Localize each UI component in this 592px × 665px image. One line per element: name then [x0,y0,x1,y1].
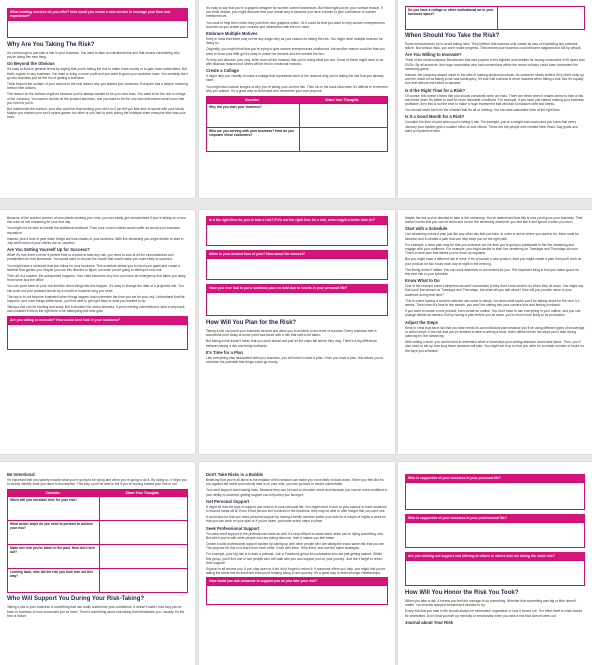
paragraph: Because of the sudden number of new clients seeking your help, you can easily get overwhelmed if you're taking on a new risk such as live streaming for your first day. [7,216,186,225]
paragraph: Think beyond the surface of your actions to the real reason why you started your business. Everyone has a deeper meaning behind their actions. [7,82,188,91]
table-answer-cell[interactable] [100,521,187,544]
paragraph: Think of the rental company Blockbuster that was popular in the eighties and nineties for buying consumers VHS tapes and DVDs. By all accounts, this huge corporation who had connections within the movie industry could have dominated the streaming game. [405,58,585,71]
section-heading: How Will You Honor the Risk You Took? [405,590,519,596]
page-9 [398,462,592,665]
table-answer-cell[interactable] [100,497,187,520]
page-5 [199,210,395,454]
answer-box[interactable] [405,482,585,510]
table-row [406,7,584,29]
subheading: Are You Willing to Innovate? [405,52,462,58]
consider-table [405,6,585,30]
question-bar: Have you ever had to put a business plan on hold due to events in your personal life? [206,284,388,292]
section-heading: When Should You Take the Risk? [405,33,500,39]
paragraph: Of course, this doesn't mean that you should constantly seek out risks. There are times when it makes sense to take a risk and times when it's better to wait for more favorable conditions. For example, if you have just started making your business profitable, then this is not the time to make a huge investment that will lead to massive debt and stress. [405,93,584,107]
subheading: Go Beyond the Obvious [7,61,55,67]
paragraph: The key is to not become frustrated when things happen that undermine the time you set for your risk. Understand that life happens, and once things settle down, you'll be able to get right back to what you wanted to do. [7,294,185,304]
table-answer-cell[interactable] [100,569,187,592]
table-header-consider: Consider [8,490,98,496]
subheading: Is It a Good Month for a Risk? [405,114,465,120]
subheading: Embrace Multiple Motives [206,31,258,37]
paragraph: It's important that you specify exactly what you're going to be doing and when you're going to do it. By doing so, it helps you to clearly identify what you need to accomplish. This way, you'll be able to tell if you're moving toward your risk or not. [7,478,188,487]
paragraph: Instead, pick a time of year when things are less chaotic in your business. With live streaming you might decide to start in July when most of your clients are on vacation. [7,236,184,246]
paragraph: Then all of a sudden, the unexpected happens. Your child becomes very ill or you have an emergency that takes you away from home and the office. [7,274,186,283]
question-bar: Is it the right time for you to take a risk? If it's not the right time for a risk, when might a better time be? [206,216,388,224]
paragraph: It might be that the type of support you need is in your personal life. You might need to turn to your spouse to have someone to bounce ideas off of. Even if that person isn't involved in the business, they may be able to offer insight that you can't see. [206,504,387,514]
paragraph: When you take a risk, it means you feel the courage to do something. Whether that something was big or little doesn't matter. You bravely stepped forward and decided to try. [405,599,577,608]
subheading: Get Personal Support [206,498,250,504]
paragraph: You want to help them when they post their own graphics online. Or it could be that you want to help women entrepreneurs succeed so you create your courses and information with them in mind. [206,20,385,29]
paragraph: It could also be that you need personal support by having a family member watch your kids for a couple of nights a week so that you can work on your plan or if you're alone, put some action steps in place. [206,515,386,524]
table-answer-cell[interactable] [300,104,388,127]
paragraph: Some entrepreneurs try to avoid taking risks. They believe that success only comes by way of expanding any potential failure. But without risks, you won't make progress. That means your business could become stagnant and fail by default. [405,42,582,51]
paragraph: The timing doesn't matter. You can work whenever is convenient for you. The important thing is that you make space for this new risk in your schedule. [405,267,580,277]
subheading: Be Intentional [7,472,35,477]
table-row [207,103,387,127]
paragraph: This is where having a content calendar can come in handy. Jot down what topics you'll be talking about for the next 3-4 weeks. Then when it's time to live stream, you won't be staring into your camera lens and feeling confused. [405,298,580,308]
answer-box[interactable] [405,522,585,548]
consider-table [206,96,388,152]
paragraph: It might help you visually to make a collage that represents each of the reasons why you're taking the risk that you already have. [206,74,384,83]
paragraph: It's easy to think in general terms by saying that you're taking the risk to make more money or to gain more subscribers. But that's a given in any business. You want to bring in more profit and you want to grow your customer base. You certainly don't go into business just for the fun of getting a business. [7,67,188,80]
table-row [207,127,387,151]
page-8 [199,462,395,665]
table-answer-cell[interactable] [300,128,388,151]
table-question: Make one risk you've taken in the past. How did it turn out? [8,545,100,568]
paragraph: With writing a book, you would need to determine what or what days your writing sessions would take place. Then, you'd also need to set up how long these sessions will take. You might set it up so that you write for a certain number of hours on the days you schedule. [405,340,584,353]
paragraph: Taking a risk can be exciting and scary. But it shouldn't be overly stressful. If you're feeling overwhelmed, take a step back and consider if this is the right time to be attempting this new goal. [7,305,185,314]
subheading: Are You Setting Yourself Up for Success? [7,247,90,253]
table-question: Looking back, who did the risk you took turn out this way? [8,569,100,592]
page-4 [0,210,195,454]
table-question: Do you have a collage or other motivational art in your business space? [406,7,498,29]
paragraph: While it's true there's never a perfect time to choose to take any risk, you need to look at all the circumstances and probabilities for that timeframe. You would want to choose the month that would make you more likely to succeed. [7,253,174,262]
paragraph: You might also include images of why you're taking your current risk. Then sit on the back idea when it's difficult to remember why you started. It's a great way to build back and remember your true purpose. [206,84,388,93]
table-header [207,97,387,103]
paragraph: For example, a clear plan may be that you schedule out the time you're going to participate in the live streaming and engage with your audience. For example, you might decide to start live streaming on Tuesdays and Thursdays at noon. That's a clear plan that allows you to show up regularly. [405,242,579,256]
paragraph: To help you discover your why, write down all the reasons that you're doing what you are. Some of these might have to do with financial reasons but others will be tied to emotional reasons. [206,57,384,67]
paragraph: Support is all around you. If you stay open to it but don't forget to return it. If someone offers you help, you might find you're taking the same risk as someone that you're helping along a new journey. It's a great way to build stronger relationships. [206,567,386,576]
subheading: Journal about Your Risk [405,619,454,625]
paragraph: You can push back on your risk timeline when things like this happen. It's okay to change the date of a projected risk. You can push out your podcast launch by a month or however long you need. [7,284,184,293]
table-answer-cell[interactable] [498,7,585,29]
question-bar: Are you willing to innovate? How would best look in your business? [7,316,188,324]
subheading: Don't Take Risks in a Bubble [206,472,263,477]
table-answer-cell[interactable] [100,545,187,568]
answer-box[interactable] [206,258,388,280]
table-header [8,490,187,496]
table-header-thoughts: Share Your Thoughts [297,97,387,103]
answer-box[interactable] [405,560,585,586]
question-bar: Are you seeking out support and offering to others to others who are taking the same risk? [405,552,585,560]
subheading: It's Time for a Plan [206,349,243,355]
page-6 [398,210,592,454]
answer-box[interactable] [206,585,388,605]
question-bar: Who is supportive of your business in your professional life? [405,514,585,522]
paragraph: Believing that you're all alone is the mistake of this session can make you more likely to back down. When you feel like it's you against the world and nobody else is on your side, you can go back to what's comfortable. [206,478,384,487]
paragraph: Like everything else associated with your business, you will need to have a plan. Once you have a plan, this allows you to minimize the potential that things could go wrong. [206,355,384,365]
paragraph: But you might have a different risk in mind. If it's to launch a new product, then you might create a plan that you'll work on your product for two hours each day at night in the evening. [405,257,582,266]
consider-table [7,489,188,593]
section-heading: Who Will Support You During Your Risk-Taking? [7,596,145,603]
paragraph: Every risk that you take in life should always be celebrated, regardless of how it turned out. The effort itself is what should be celebrated. Don't beat yourself up mentally or emotionally when you take a risk that doesn't work out. [405,609,582,618]
paragraph: It's not enough to just take a risk in your business. You want to take an intentional risk and that means considering why you're doing this new thing. [7,51,180,60]
paragraph: If you want to create a new product, then create an outline. You don't have to use everything in your outline, and you can change details as needed. But by having a plan before you sit down, you're much more likely to be productive. [405,309,581,318]
paragraph: Maybe the risk you've decided to take is live streaming. You've determined that this is how you'll grow your business. That doesn't mean that you can sit down and do the live streaming whenever you feel like it and ignore it when you don't. [405,216,583,225]
question-bar: How could you ask someone to support you as you take your risk? [206,577,388,585]
table-header-consider: Consider [207,97,297,103]
subheading: Seek Professional Support [206,525,260,531]
paragraph: Originally, you might think that you're trying to give women entrepreneurs confidence, but another reason could be that you want to show your little girl it's okay to chase her dreams and live outside the box. [206,47,385,56]
subheading: Is It the Right Time for a Risk? [405,87,466,93]
paragraph: Instead, the company stayed mired in the idea of loaning physical products. As customer needs shifted, they didn't keep up and the result of not taking a risk was bankruptcy. It's true that success is never assured when taking a risk. But it's equally true that without risk failure is assured. [405,73,584,86]
subheading: Create a Collage [206,68,239,74]
table-question: When will you schedule time for your risk? [8,497,100,520]
paragraph: Taking a risk can push your business forward and allow you to achieve a new level of success. Every business that is successful here today at some point was faced with a risk that had to be taken. [206,329,377,338]
paragraph: Keep in mind that there may not be any single why as your reason for taking the risk. You might have multiple reasons for doing so. [206,37,383,46]
paragraph: You need support when taking risks. Because they can be hard to shoulder alone and because you can be more confident in your ability to succeed, getting support can help keep you stronger. [206,488,388,497]
section-heading: Why Are You Taking The Risk? [7,42,95,48]
paragraph: You also need support in the professional realm as well. It's very difficult to stand alone when you're trying something new. But when you're with other people who are taking risks too, then it makes you feel better. [206,531,384,540]
answer-box[interactable] [7,324,188,350]
answer-box[interactable] [206,224,388,246]
table-row [8,568,187,592]
answer-box[interactable] [206,292,388,316]
paragraph: You should never feel into the mindset that it's all or nothing. You can take calculated risks at the right time. [405,108,561,113]
paragraph: But taking a risk doesn't mean that you push ahead and just let the chips fall where they may. There's a big difference between taking a risk and being foolhardy. [206,339,377,348]
paragraph: Taking a risk in your business is something that can really undermine your confidence. It doesn't matter how long you've been in business or how successful you've been. There's something about risk-taking that intimidates you. Usually, it's the fear of failure. [7,605,185,618]
paragraph: You might not be able to handle the additional workload. Then your current clients would suffer as would your business reputation. [7,226,180,235]
page-2 [199,0,395,198]
paragraph: But underneath the surface, your why could be that working your old 9-to-5 job left you little time to spend with your family. Maybe you missed your son's sports games too often or you had to work during the holidays when everyone else was your boss. [7,107,186,120]
paragraph: Create a solid professional support system by pairing up with other people who are taking the exact same risk that you are. The purpose for this is to learn from each other. Grow with them. Help them, and use the same strategies. [206,542,386,551]
subheading: Start with a Schedule [405,226,448,232]
table-row [8,496,187,520]
paragraph: For example, your big risk is to start a podcast. Join a Facebook group for podcasters who are just getting started. Within this group, you'll find one or two people who will walk with you and support you on your journey. Just don't forget to return their support! [206,552,383,565]
page-1 [0,0,195,198]
section-heading: How Will You Plan for the Risk? [206,320,297,326]
paragraph: It's easy to say that you're a graphic designer for women owned businesses. But that might just be your surface reason. If you think deeper, you might discover that your actual why is because you have a desire to give confidence to women entrepreneurs. [206,6,383,19]
table-row [8,544,187,568]
table-row [8,520,187,544]
subheading: Adjust the Steps [405,319,439,325]
paragraph: One of the reasons some entrepreneurs aren't successful is they don't know what to do when they sit down. You might say that you'll live stream on Tuesdays and Thursdays, but what will you talk about? How will you provide value to your audience during that time? [405,284,584,297]
question-bar: When is your busiest time of year? How about the slowest? [206,250,388,258]
table-question: Why did you start your business? [207,104,300,127]
paragraph: You might have a schedule that you follow for your business. This schedule allows you to input your goals and create a timeline that guides you. Maybe you use this timeline to figure out when you're going to attempt a new risk. [7,263,181,272]
page-7 [0,462,195,665]
question-bar: What existing services do you offer? How could you create a new service to leverage your time and experience? [7,8,188,20]
table-question: What action steps do you need to perform to achieve your risk? [8,521,100,544]
answer-box[interactable] [7,20,188,38]
page-3 [398,0,592,198]
question-bar: Who is supportive of your business in your personal life? [405,474,585,482]
paragraph: Keep in mind that each risk that you take needs its own individual plan because you'll be using different types of knowledge or action steps. If the risk that you've decided to take is writing a book, that's different than the steps you'd take during planning for live streaming. [405,325,585,339]
subheading: Know What to Do [405,278,440,284]
paragraph: Live streaming needs a plan just like any other risk that you take. In order to arrive where you want to be, there must be direction and it creates a path that can help keep you on the right path. [405,232,579,241]
paragraph: The reason on the surface might be because you've always wanted to be your own boss. You want to be the one in charge of the company. You want to decide on the product launches, and you want to be the one who determines what hours that you need to put in. [7,92,186,105]
table-header-thoughts: Share Your Thoughts [98,490,188,496]
table-question: Who are you serving with your business? How do you empower these customers? [207,128,300,151]
paragraph: Consider the time of year when you're taking a risk. For example, you're a weight loss coach and you know that every January your system gets a sudden influx of new clients. These are the people who created New Years' Day goals and want to implement them. [405,120,578,133]
